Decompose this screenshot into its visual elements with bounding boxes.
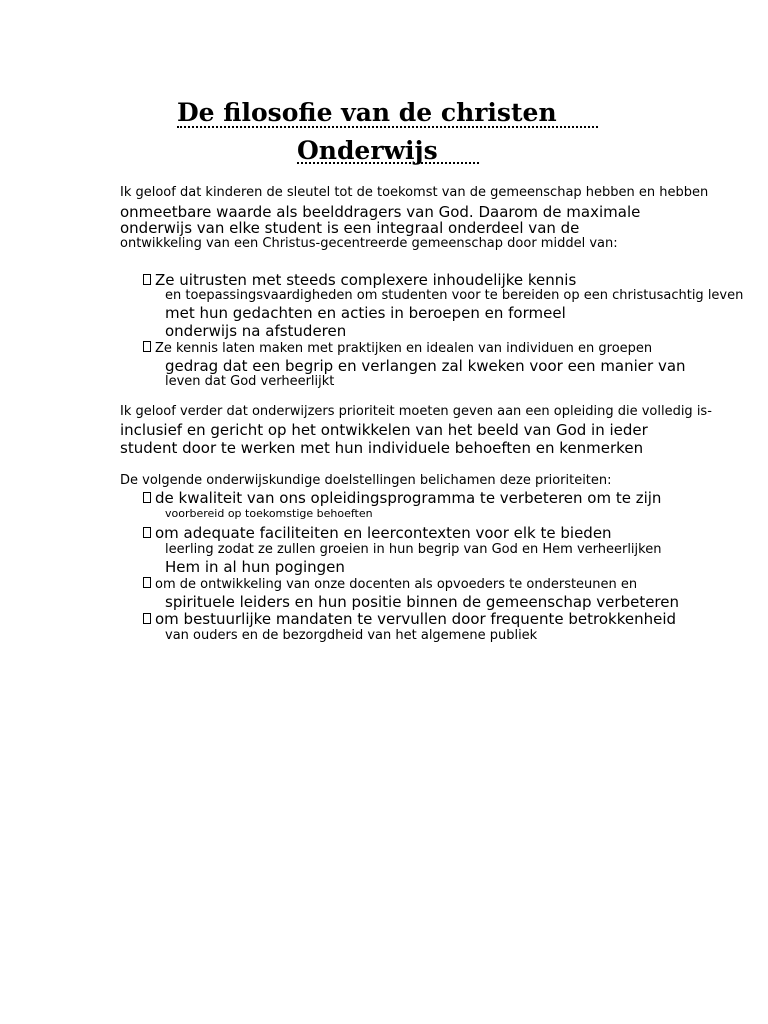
- bullet-box-icon: [143, 492, 151, 503]
- list1-item2-line1: Ze kennis laten maken met praktijken en idealen van individuen en groepen: [143, 341, 652, 355]
- paragraph2-line3: student door te werken met hun individuele behoeften en kenmerken: [120, 439, 644, 457]
- title-dotted-underline: [177, 126, 598, 128]
- paragraph1-line1: Ik geloof dat kinderen de sleutel tot de toekomst van de gemeenschap hebben en hebben: [120, 185, 709, 200]
- bullet-box-icon: [143, 613, 151, 624]
- document-title-line1: De filosofie van de christen: [177, 98, 557, 127]
- list1-item1-line4: onderwijs na afstuderen: [165, 322, 347, 340]
- paragraph1-line4: ontwikkeling van een Christus-gecentreerde gemeenschap door middel van:: [120, 236, 618, 251]
- paragraph3-line1: De volgende onderwijskundige doelstellingen belichamen deze prioriteiten:: [120, 473, 612, 488]
- bullet-box-icon: [143, 577, 151, 588]
- list2-item4-line2: van ouders en de bezorgdheid van het algemene publiek: [165, 628, 538, 643]
- paragraph2-line2: inclusief en gericht op het ontwikkelen van het beeld van God in ieder: [120, 421, 648, 439]
- bullet-box-icon: [143, 527, 151, 538]
- paragraph1-line2: onmeetbare waarde als beelddragers van God. Daarom de maximale: [120, 203, 641, 221]
- list2-item3-line1: om de ontwikkeling van onze docenten als opvoeders te ondersteunen en: [143, 577, 637, 591]
- list1-item2-line2: gedrag dat een begrip en verlangen zal kweken voor een manier van: [165, 357, 686, 375]
- list1-item1-line3: met hun gedachten en acties in beroepen en formeel: [165, 304, 566, 322]
- list1-item1-line1: Ze uitrusten met steeds complexere inhoudelijke kennis: [143, 273, 576, 288]
- list2-item2-line1: om adequate faciliteiten en leercontexten voor elk te bieden: [143, 526, 612, 541]
- list2-item1-line1: de kwaliteit van ons opleidingsprogramma te verbeteren om te zijn: [143, 491, 661, 506]
- title-dotted-underline-2: [297, 162, 479, 164]
- list2-item2-line3: Hem in al hun pogingen: [165, 558, 345, 576]
- bullet-box-icon: [143, 341, 151, 352]
- list2-item2-line2: leerling zodat ze zullen groeien in hun begrip van God en Hem verheerlijken: [165, 542, 662, 557]
- paragraph1-line3: onderwijs van elke student is een integraal onderdeel van de: [120, 219, 580, 237]
- list2-item1-line2: voorbereid op toekomstige behoeften: [165, 507, 373, 520]
- paragraph2-line1: Ik geloof verder dat onderwijzers prioriteit moeten geven aan een opleiding die volledig is-: [120, 404, 712, 419]
- document-title-line2: Onderwijs: [297, 136, 438, 165]
- list1-item1-line2: en toepassingsvaardigheden om studenten voor te bereiden op een christusachtig leven: [165, 288, 744, 303]
- list2-item4-line1: om bestuurlijke mandaten te vervullen door frequente betrokkenheid: [143, 612, 676, 627]
- list1-item2-line3: leven dat God verheerlijkt: [165, 374, 335, 389]
- bullet-box-icon: [143, 274, 151, 285]
- list2-item3-line2: spirituele leiders en hun positie binnen de gemeenschap verbeteren: [165, 593, 680, 611]
